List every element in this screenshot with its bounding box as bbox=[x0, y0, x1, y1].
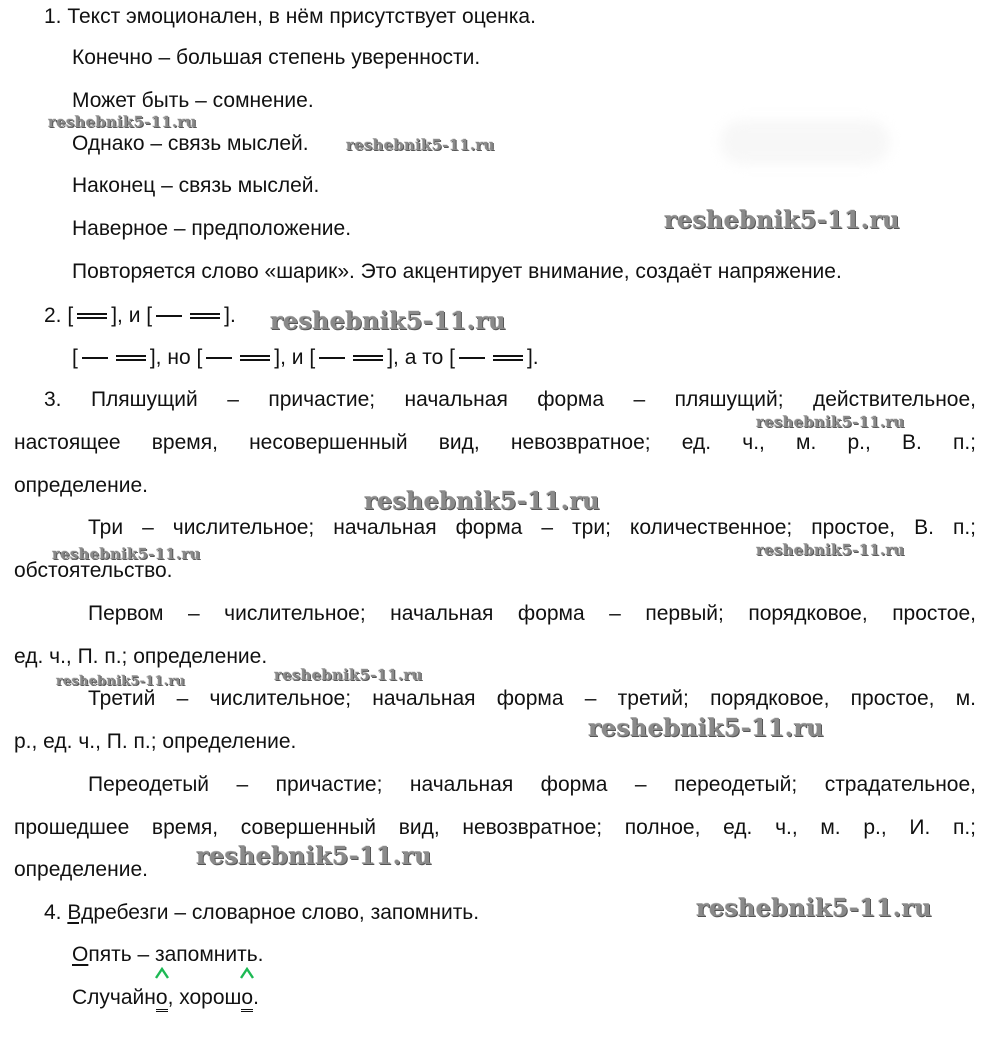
answer-4-line-1 bbox=[44, 900, 479, 926]
word-text: Случайн bbox=[72, 986, 156, 1009]
suffix-ending-mark bbox=[241, 985, 253, 1012]
watermark: reshebnik5-11.ru bbox=[56, 674, 186, 689]
answer-3-pervom-2: ед. ч., П. п.; определение. bbox=[14, 645, 268, 668]
watermark: reshebnik5-11.ru bbox=[696, 893, 932, 922]
answer-4-line-2 bbox=[72, 942, 264, 968]
item-number: 4. bbox=[44, 901, 62, 924]
scheme-text: ], и [ bbox=[274, 346, 316, 369]
word-text: пять – запомнить. bbox=[88, 943, 264, 966]
watermark: reshebnik5-11.ru bbox=[364, 486, 600, 515]
suffix-ending-mark bbox=[156, 985, 168, 1012]
word-text: ребезги – словарное слово, запомнить. bbox=[93, 901, 480, 924]
watermark: reshebnik5-11.ru bbox=[270, 306, 506, 335]
predicate-mark bbox=[116, 355, 146, 361]
answer-3-pereodetyi-3: определение. bbox=[14, 858, 148, 881]
sentence-scheme-2 bbox=[72, 345, 539, 371]
predicate-mark bbox=[240, 355, 270, 361]
subject-mark bbox=[459, 357, 485, 359]
underlined-letters: Вд bbox=[67, 901, 94, 924]
answer-3-pereodetyi-1: Переодетый – причастие; начальная форма – переодетый; страдательное, bbox=[88, 773, 976, 796]
blurred-area bbox=[720, 120, 890, 164]
watermark: reshebnik5-11.ru bbox=[196, 841, 432, 870]
answer-3-line-2: настоящее время, несовершенный вид, невозвратное; ед. ч., м. р., В. п.; bbox=[14, 431, 976, 454]
bracket: [ bbox=[72, 346, 78, 369]
watermark: reshebnik5-11.ru bbox=[52, 545, 201, 563]
item-number: 2. bbox=[44, 304, 62, 327]
scheme-text: ], и [ bbox=[111, 304, 153, 327]
underlined-vowel: о bbox=[241, 987, 253, 1012]
subject-mark bbox=[206, 357, 232, 359]
answer-1-naverno: Наверное – предположение. bbox=[72, 217, 352, 240]
watermark: reshebnik5-11.ru bbox=[588, 713, 824, 742]
answer-3-pereodetyi-2: прошедшее время, совершенный вид, невозвратное; полное, ед. ч., м. р., И. п.; bbox=[14, 816, 976, 839]
answer-3-tretiy-1: Третий – числительное; начальная форма – третий; порядковое, простое, м. bbox=[88, 687, 976, 710]
watermark: reshebnik5-11.ru bbox=[756, 413, 905, 431]
scheme-text: ], но [ bbox=[149, 346, 203, 369]
word-text: . bbox=[253, 986, 259, 1009]
watermark: reshebnik5-11.ru bbox=[756, 541, 905, 559]
answer-1-mozhet-byt: Может быть – сомнение. bbox=[72, 89, 314, 112]
answer-1-line: 1. Текст эмоционален, в нём присутствует оценка. bbox=[44, 5, 536, 28]
predicate-mark bbox=[190, 313, 220, 319]
answer-1-konechno: Конечно – большая степень уверенности. bbox=[72, 46, 481, 69]
answer-1-nakonec: Наконец – связь мыслей. bbox=[72, 174, 320, 197]
scheme-text: ]. bbox=[224, 304, 236, 327]
answer-1-repeat: Повторяется слово «шарик». Это акцентирует внимание, создаёт напряжение. bbox=[72, 260, 842, 283]
underlined-letters: О bbox=[72, 943, 89, 966]
answer-3-tretiy-2: р., ед. ч., П. п.; определение. bbox=[14, 730, 297, 753]
scheme-text: ]. bbox=[526, 346, 539, 369]
answer-3-tri-2: обстоятельство. bbox=[14, 559, 173, 582]
watermark: reshebnik5-11.ru bbox=[346, 136, 495, 154]
caret-icon bbox=[239, 967, 255, 979]
watermark: reshebnik5-11.ru bbox=[664, 205, 900, 234]
answer-3-tri-1: Три – числительное; начальная форма – три; количественное; простое, В. п.; bbox=[88, 516, 976, 539]
sentence-scheme-1 bbox=[44, 303, 236, 329]
caret-icon bbox=[154, 967, 170, 979]
subject-mark bbox=[319, 357, 345, 359]
answer-4-line-3 bbox=[72, 985, 259, 1012]
predicate-mark bbox=[353, 355, 383, 361]
answer-3-line-3: определение. bbox=[14, 474, 148, 497]
subject-mark bbox=[82, 357, 108, 359]
subject-mark bbox=[156, 315, 182, 317]
watermark: reshebnik5-11.ru bbox=[48, 113, 197, 131]
predicate-mark bbox=[493, 355, 523, 361]
predicate-mark bbox=[77, 313, 107, 319]
watermark: reshebnik5-11.ru bbox=[274, 666, 423, 684]
bracket: [ bbox=[67, 304, 74, 327]
underlined-vowel: о bbox=[156, 987, 168, 1012]
answer-3-pervom-1: Первом – числительное; начальная форма – первый; порядковое, простое, bbox=[88, 602, 976, 625]
scheme-text: ], а то [ bbox=[387, 346, 455, 369]
word-text: , хорош bbox=[167, 986, 242, 1009]
answer-1-odnako: Однако – связь мыслей. bbox=[72, 132, 309, 155]
answer-3-line-1: 3. Пляшущий – причастие; начальная форма – пляшущий; действительное, bbox=[44, 388, 976, 411]
